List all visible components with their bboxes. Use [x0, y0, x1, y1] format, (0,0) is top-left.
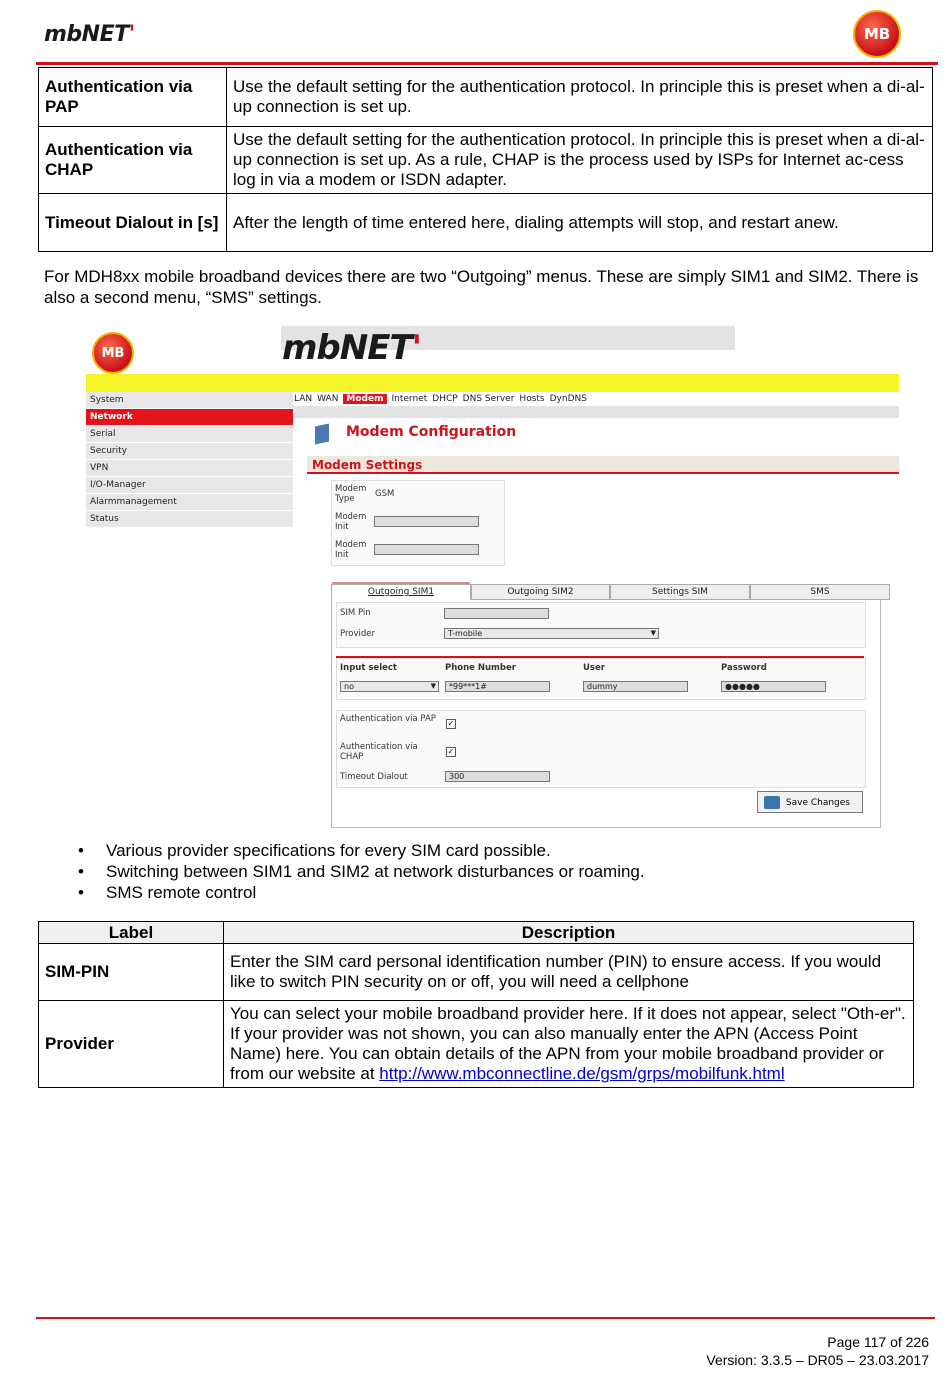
- list-item: • SMS remote control: [78, 882, 645, 903]
- bottom-table: [38, 921, 914, 1088]
- timeout-input[interactable]: 300: [445, 771, 550, 782]
- user-input[interactable]: dummy: [583, 681, 688, 692]
- sidebar-item-serial[interactable]: Serial: [86, 426, 293, 443]
- modem-type-label: Modem Type: [335, 484, 367, 504]
- intro-paragraph: For MDH8xx mobile broadband devices there are two “Outgoing” menus. These are simply SIM1 and SIM2. There is also a second menu, “SMS” settings.: [44, 267, 919, 307]
- table-row: [39, 944, 914, 1001]
- page-number: Page 117 of 226: [827, 1334, 929, 1350]
- row-description: You can select your mobile broadband provider here. If it does not appear, select "Oth-er". If your provider was not shown, you can also manually enter the APN (Access Point Name) here. You can obtain details of the APN from your mobile broadband provider or from our website at http://www.mbconnectline.de/gsm/grps/mobilfunk.html: [224, 1001, 914, 1088]
- top-nav: [294, 392, 592, 406]
- tab-outgoing-sim1[interactable]: Outgoing SIM1: [331, 584, 471, 600]
- mbconnectline-link[interactable]: http://www.mbconnectline.de/gsm/grps/mobilfunk.html: [379, 1064, 785, 1083]
- tab-outgoing-sim2[interactable]: Outgoing SIM2: [471, 584, 610, 600]
- row-label: Timeout Dialout in [s]: [39, 194, 227, 252]
- row-label: SIM-PIN: [39, 944, 224, 1001]
- top-table: [38, 67, 933, 252]
- mb-badge-icon: MB: [92, 332, 134, 374]
- row-label: Authentication via PAP: [39, 68, 227, 127]
- feature-list: [78, 840, 645, 903]
- yellow-band: [86, 374, 899, 392]
- header-description: Description: [224, 922, 914, 944]
- timeout-label: Timeout Dialout: [340, 772, 408, 782]
- chap-label: Authentication via CHAP: [340, 742, 418, 762]
- modem-init-1-input[interactable]: [374, 516, 479, 527]
- modem-init-label: Modem Init: [335, 512, 367, 532]
- screenshot-logo: mbNET': [282, 328, 422, 368]
- row-description: Enter the SIM card personal identification number (PIN) to ensure access. If you would like to switch PIN security on or off, you will need a cellphone: [224, 944, 914, 1001]
- save-icon: [764, 796, 780, 809]
- sidebar-item-status[interactable]: Status: [86, 511, 293, 528]
- footer-divider: [36, 1317, 935, 1319]
- nav-dns-server[interactable]: DNS Server: [462, 394, 515, 404]
- table-row: [39, 1001, 914, 1088]
- row-description: Use the default setting for the authentication protocol. In principle this is preset when a di-al-up connection is set up.: [227, 68, 933, 127]
- nav-modem[interactable]: Modem: [343, 394, 386, 404]
- nav-hosts[interactable]: Hosts: [519, 394, 545, 404]
- pap-label: Authentication via PAP: [340, 714, 436, 724]
- list-item: • Switching between SIM1 and SIM2 at network disturbances or roaming.: [78, 861, 645, 882]
- page-title: Modem Configuration: [346, 424, 517, 440]
- nav-wan[interactable]: WAN: [317, 394, 339, 404]
- provider-select[interactable]: T-mobile ▼: [444, 628, 659, 639]
- row-description: Use the default setting for the authentication protocol. In principle this is preset when a di-al-up connection is set up. As a rule, CHAP is the process used by ISPs for Internet ac-cess log in via a modem or ISDN adapter.: [227, 127, 933, 194]
- tab-sms[interactable]: SMS: [750, 584, 890, 600]
- chap-checkbox[interactable]: ✓: [447, 747, 455, 756]
- sim-pin-label: SIM Pin: [340, 608, 371, 618]
- version-info: Version: 3.3.5 – DR05 – 23.03.2017: [706, 1352, 929, 1368]
- chevron-down-icon: ▼: [430, 682, 436, 690]
- password-input[interactable]: ●●●●●: [721, 681, 826, 692]
- sidebar-item-security[interactable]: Security: [86, 443, 293, 460]
- header-logo: mbNET': [44, 22, 135, 47]
- nav-dhcp[interactable]: DHCP: [432, 394, 458, 404]
- phone-number-input[interactable]: *99***1#: [445, 681, 550, 692]
- modem-settings-bar: Modem Settings: [307, 456, 899, 474]
- nav-internet[interactable]: Internet: [391, 394, 428, 404]
- mb-badge-icon: MB: [853, 10, 901, 58]
- col-input-select: Input select: [340, 663, 397, 673]
- input-select[interactable]: no ▼: [340, 681, 439, 692]
- header-divider: [36, 62, 938, 65]
- provider-label: Provider: [340, 629, 375, 639]
- row-description: After the length of time entered here, dialing attempts will stop, and restart anew.: [227, 194, 933, 252]
- modem-config-screenshot: [86, 326, 899, 838]
- col-user: User: [583, 663, 605, 673]
- modem-type-value: GSM: [375, 489, 395, 499]
- sidebar-item-vpn[interactable]: VPN: [86, 460, 293, 477]
- sidebar: [86, 392, 293, 528]
- chevron-down-icon: ▼: [650, 629, 656, 637]
- tab-settings-sim[interactable]: Settings SIM: [610, 584, 750, 600]
- modem-init-label: Modem Init: [335, 540, 367, 560]
- header-label: Label: [39, 922, 224, 944]
- table-row: [39, 68, 933, 127]
- sidebar-item-alarmmanagement[interactable]: Alarmmanagement: [86, 494, 293, 511]
- sidebar-item-io-manager[interactable]: I/O-Manager: [86, 477, 293, 494]
- table-header-row: [39, 922, 914, 944]
- row-label: Authentication via CHAP: [39, 127, 227, 194]
- col-password: Password: [721, 663, 767, 673]
- modem-icon: [315, 424, 329, 445]
- modem-init-2-input[interactable]: [374, 544, 479, 555]
- table-row: [39, 127, 933, 194]
- col-phone-number: Phone Number: [445, 663, 516, 673]
- nav-lan[interactable]: LAN: [294, 394, 313, 404]
- row-label: Provider: [39, 1001, 224, 1088]
- sidebar-item-system[interactable]: System: [86, 392, 293, 409]
- save-changes-button[interactable]: Save Changes: [757, 791, 863, 813]
- sim-pin-input[interactable]: [444, 608, 549, 619]
- pap-checkbox[interactable]: ✓: [447, 719, 455, 728]
- nav-dyndns[interactable]: DynDNS: [549, 394, 587, 404]
- list-item: • Various provider specifications for every SIM card possible.: [78, 840, 645, 861]
- sidebar-item-network[interactable]: Network: [86, 409, 293, 426]
- table-row: [39, 194, 933, 252]
